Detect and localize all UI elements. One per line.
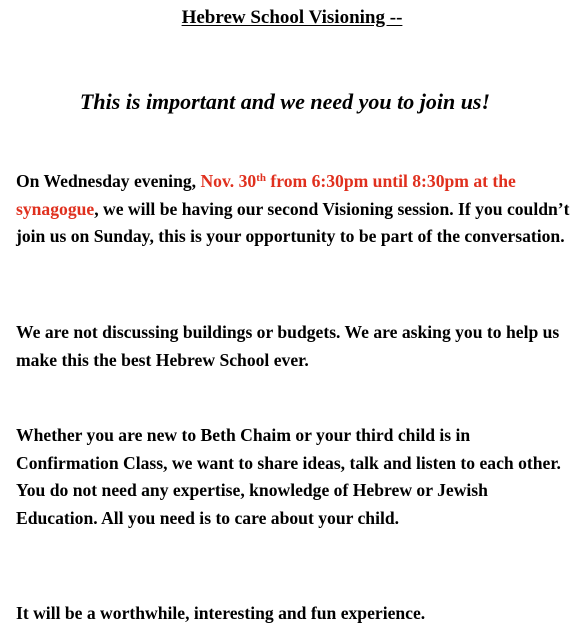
paragraph-invitation: Whether you are new to Beth Chaim or your third child is in Confirmation Class, we want to share ideas, talk and listen to each other. You do not need any expertise, knowledge of Hebrew or Jewish Education. All you need is to care about your child. (16, 425, 561, 528)
event-description-text: , we will be having our second Visioning session. If you couldn’t join us on Sunday, this is your opportunity to be part of the conversation. (16, 198, 570, 246)
event-intro-text: On Wednesday evening, (16, 171, 201, 191)
document-title (0, 6, 584, 30)
event-date-ordinal: th (256, 172, 266, 184)
document-title-text: Hebrew School Visioning -- (181, 7, 403, 28)
event-time-location: from 6:30pm until 8:30pm at the synagogue (16, 171, 516, 219)
paragraph-purpose: We are not discussing buildings or budgets. We are asking you to help us make this the best Hebrew School ever. (16, 322, 560, 370)
paragraph-event-details (16, 168, 572, 251)
document-subtitle: This is important and we need you to join us! (79, 89, 491, 114)
event-date: Nov. 30 (200, 171, 257, 191)
paragraph-closing: It will be a worthwhile, interesting and fun experience. (16, 603, 426, 623)
